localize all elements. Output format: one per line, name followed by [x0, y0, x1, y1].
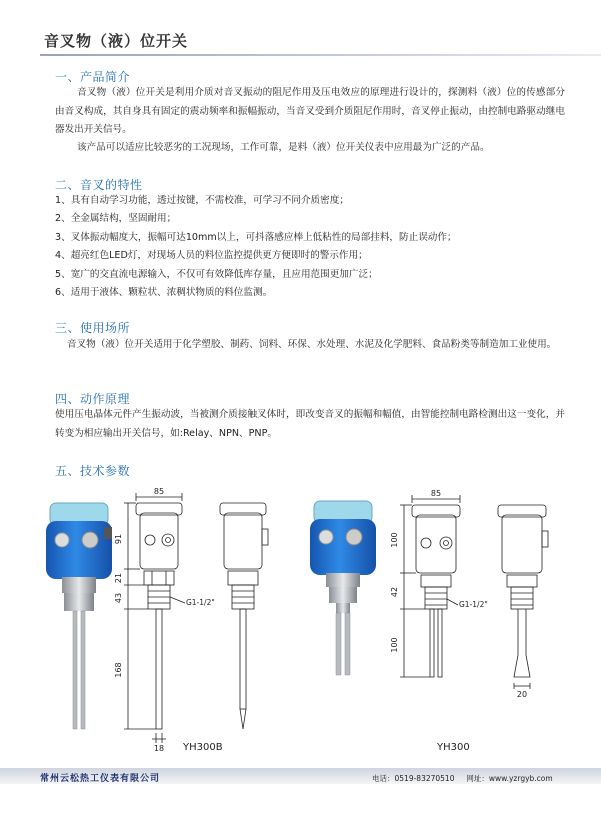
feature-item: 2、全金属结构，坚固耐用； — [55, 213, 177, 225]
principle-text: 使用压电晶体元件产生振动波，当被测介质接触叉体时，即改变音叉的振幅和幅值，由智能控制电路检测出这一变化，并转变为相应输出开关信号，如:Relay、NPN、PNP。 — [55, 409, 565, 439]
dim-width-right: 85 — [430, 489, 442, 498]
yh300-front-drawing — [400, 495, 460, 677]
caption-yh300: YH300 — [437, 742, 470, 753]
dim-thread-len-left: 43 — [114, 592, 123, 604]
yh300b-photo — [46, 503, 112, 729]
title-bar — [0, 0, 601, 58]
section-heading-usage: 三、使用场所 — [55, 321, 131, 335]
web-url: www.yzrgyb.com — [488, 774, 553, 783]
phone-label: 电话： — [372, 774, 395, 783]
dim-fork-w-right: 20 — [516, 690, 528, 699]
dim-thread-len-right: 42 — [390, 586, 399, 598]
dim-fork-right: 100 — [390, 637, 399, 653]
web-label: 网址： — [466, 774, 489, 783]
dim-rod-left: 168 — [114, 662, 123, 678]
yh300b-side-drawing — [220, 503, 268, 729]
yh300-photo — [310, 501, 376, 675]
feature-item: 3、叉体振动幅度大，振幅可达10mm以上，可抖落感应棒上低粘性的局部挂料，防止误动作； — [55, 231, 457, 243]
features-list — [55, 192, 575, 302]
principle-paragraph — [55, 406, 565, 443]
intro-paragraph-2 — [55, 139, 565, 158]
feature-item: 4、超亮红色LED灯，对现场人员的料位监控提供更方便即时的警示作用； — [55, 250, 368, 262]
dim-width-left: 85 — [153, 487, 165, 496]
yh300b-front-drawing — [124, 493, 185, 743]
dim-thread-left: G1-1/2" — [186, 598, 215, 607]
intro-paragraph-1 — [55, 84, 565, 140]
section-heading-intro: 一、产品简介 — [55, 70, 131, 84]
title-divider — [40, 54, 601, 56]
section-heading-principle: 四、动作原理 — [55, 392, 131, 406]
usage-text: 音叉物（液）位开关适用于化学塑胶、制药、饲料、环保、水处理、水泥及化学肥料、食品粉类等制造加工业使用。 — [67, 339, 557, 350]
phone-number: 0519-83270510 — [394, 774, 455, 783]
feature-item: 1、具有自动学习功能，透过按键，不需校准，可学习不同介质密度； — [55, 195, 349, 206]
intro-text-1: 音叉物（液）位开关是利用介质对音叉振动的阻尼作用及压电效应的原理进行设计的，探测料（液）位的传感部分由音叉构成，其自身具有固定的震动频率和振幅振动，当音叉受到介质阻尼作用时，音叉停止振动，由控制电路驱动继电器发出开关信号。 — [55, 87, 565, 135]
yh300-side-drawing — [498, 505, 548, 689]
section-heading-features: 二、音叉的特性 — [55, 178, 143, 192]
dim-head-right: 100 — [390, 532, 399, 548]
feature-item: 6、适用于液体、颗粒状、浓稠状物质的料位监测。 — [55, 287, 273, 299]
dim-thread-right: G1-1/2" — [459, 600, 488, 609]
page-footer — [0, 768, 601, 819]
dim-head-left: 91 — [114, 533, 123, 545]
feature-item: 5、宽广的交直流电源输入，不仅可有效降低库存量，且应用范围更加广泛； — [55, 268, 378, 280]
drawings-svg — [40, 485, 580, 760]
usage-paragraph — [55, 336, 565, 355]
dim-nut-left: 21 — [114, 572, 123, 584]
intro-text-2: 该产品可以适应比较恶劣的工况现场，工作可靠，是料（液）位开关仪表中应用最为广泛的产品。 — [77, 142, 490, 153]
caption-yh300b: YH300B — [183, 742, 223, 753]
dim-rod-dia-left: 18 — [153, 744, 165, 753]
page-title: 音叉物（液）位开关 — [44, 32, 189, 50]
contact-info — [372, 773, 553, 784]
technical-drawings — [40, 485, 580, 760]
company-name: 常州云松热工仪表有限公司 — [40, 774, 161, 784]
section-heading-specs: 五、技术参数 — [55, 464, 131, 478]
